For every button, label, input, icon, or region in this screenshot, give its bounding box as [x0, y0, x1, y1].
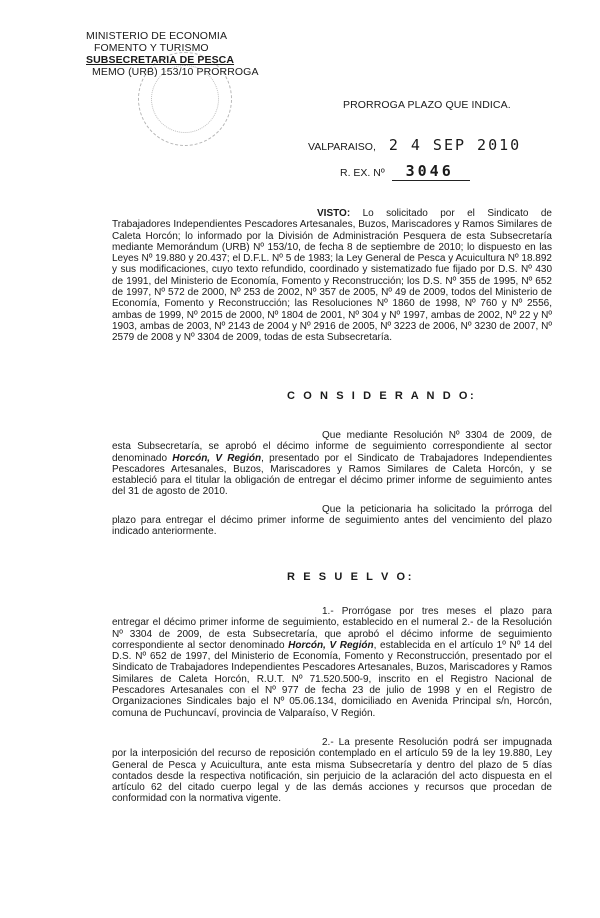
considerando-heading: C O N S I D E R A N D O: — [287, 390, 477, 402]
header-subsecretaria: SUBSECRETARIA DE PESCA — [86, 54, 235, 66]
resuelvo-paragraph-1: 1.- Prorrógase por tres meses el plazo para entregar el décimo primer informe de seguimiento, establecido en el numeral 2.- de la Resolución Nº 3304 de 2009, de esta Subsecretaría, que aprobó el décimo informe de seguimiento correspondiente al sector denominado Horcón, V Región, establecida en el artículo 1º Nº 14 del D.S. Nº 652 de 1997, del Ministerio de Economía, Fomento y Reconstrucción, presentado por el Sindicato de Trabajadores Independientes Pescadores Artesanales, Buzos, Mariscadores y Ramos Similares de Caleta Horcón, R.U.T. Nº 71.520.500-9, inscrito en el Registro Nacional de Pescadores Artesanales con el Nº 977 de fecha 23 de julio de 1998 y en el Registro de Organizaciones Sindicales bajo el Nº 05.06.134, domiciliado en Avenida Principal s/n, Horcón, comuna de Puchuncaví, provincia de Valparaíso, V Región. — [112, 606, 552, 719]
resolution-number-line — [340, 162, 470, 181]
date-place: VALPARAISO, — [308, 141, 376, 153]
date-line — [308, 136, 521, 154]
resuelvo-heading: R E S U E L V O: — [287, 571, 414, 583]
header-fomento: FOMENTO Y TURISMO — [94, 42, 209, 54]
resuelvo-section — [112, 606, 552, 805]
considerando-paragraph-2: Que la peticionaria ha solicitado la prórroga del plazo para entregar el décimo primer informe de seguimiento antes del vencimiento del plazo indicado anteriormente. — [112, 503, 552, 538]
rex-label: R. EX. Nº — [340, 167, 385, 179]
date-stamp: 2 4 SEP 2010 — [388, 136, 522, 154]
document-title: PRORROGA PLAZO QUE INDICA. — [343, 99, 511, 111]
ministry-header — [86, 30, 259, 78]
sector-name-2: Horcón, V Región — [288, 639, 374, 651]
visto-section — [112, 208, 552, 344]
considerando-section — [112, 430, 552, 538]
visto-label: VISTO: — [317, 208, 351, 219]
visto-text: Lo solicitado por el Sindicato de Trabajadores Independientes Pescadores Artesanales, Buzos, Mariscadores y Ramos Similares de Caleta Horcón; lo informado por la División de Administración Pesquera de esta Subsecretaría mediante Memorándum (URB) Nº 153/10, de fecha 8 de septiembre de 2010; lo dispuesto en las Leyes Nº 19.880 y 20.437; el D.F.L. Nº 5 de 1983; la Ley General de Pesca y Acuicultura Nº 18.892 y sus modificaciones, cuyo texto refundido, coordinado y sistematizado fue fijado por D.S. Nº 430 de 1991, del Ministerio de Economía, Fomento y Reconstrucción; los D.S. Nº 355 de 1995, Nº 652 de 1997, Nº 572 de 2000, Nº 253 de 2002, Nº 357 de 2005, Nº 49 de 2009, todos del Ministerio de Economía, Fomento y Reconstrucción; las Resoluciones Nº 1860 de 1998, Nº 760 y Nº 2556, ambas de 1999, Nº 2015 de 2000, Nº 1804 de 2001, Nº 304 y Nº 1997, ambas de 2002, Nº 22 y Nº 1903, ambas de 2003, Nº 2143 de 2004 y Nº 2916 de 2005, Nº 3223 de 2006, Nº 3230 de 2007, Nº 2579 de 2008 y Nº 3304 de 2009, todas de esta Subsecretaría. — [112, 208, 552, 344]
header-memo: MEMO (URB) 153/10 PRORROGA — [92, 66, 259, 78]
sector-name: Horcón, V Región — [172, 452, 262, 464]
considerando-paragraph-1: Que mediante Resolución Nº 3304 de 2009, de esta Subsecretaría, se aprobó el décimo informe de seguimiento correspondiente al sector denominado Horcón, V Región, presentado por el Sindicato de Trabajadores Independientes Pescadores Artesanales, Buzos, Mariscadores y Ramos Similares de Caleta Horcón, y se estableció para el titular la obligación de entregar el décimo primer informe de seguimiento antes del 31 de agosto de 2010. — [112, 430, 552, 498]
rex-number: 3046 — [405, 162, 454, 180]
resuelvo-paragraph-2: 2.- La presente Resolución podrá ser impugnada por la interposición del recurso de reposición contemplado en el artículo 59 de la ley 19.880, Ley General de Pesca y Acuicultura, ante esta misma Subsecretaría y dentro del plazo de 5 días contados desde la respectiva notificación, sin perjuicio de la aclaración del acto dispuesta en el artículo 62 del citado cuerpo legal y de las demás acciones y recursos que procedan de conformidad con la normativa vigente. — [112, 736, 552, 805]
header-ministry: MINISTERIO DE ECONOMIA — [86, 30, 228, 42]
